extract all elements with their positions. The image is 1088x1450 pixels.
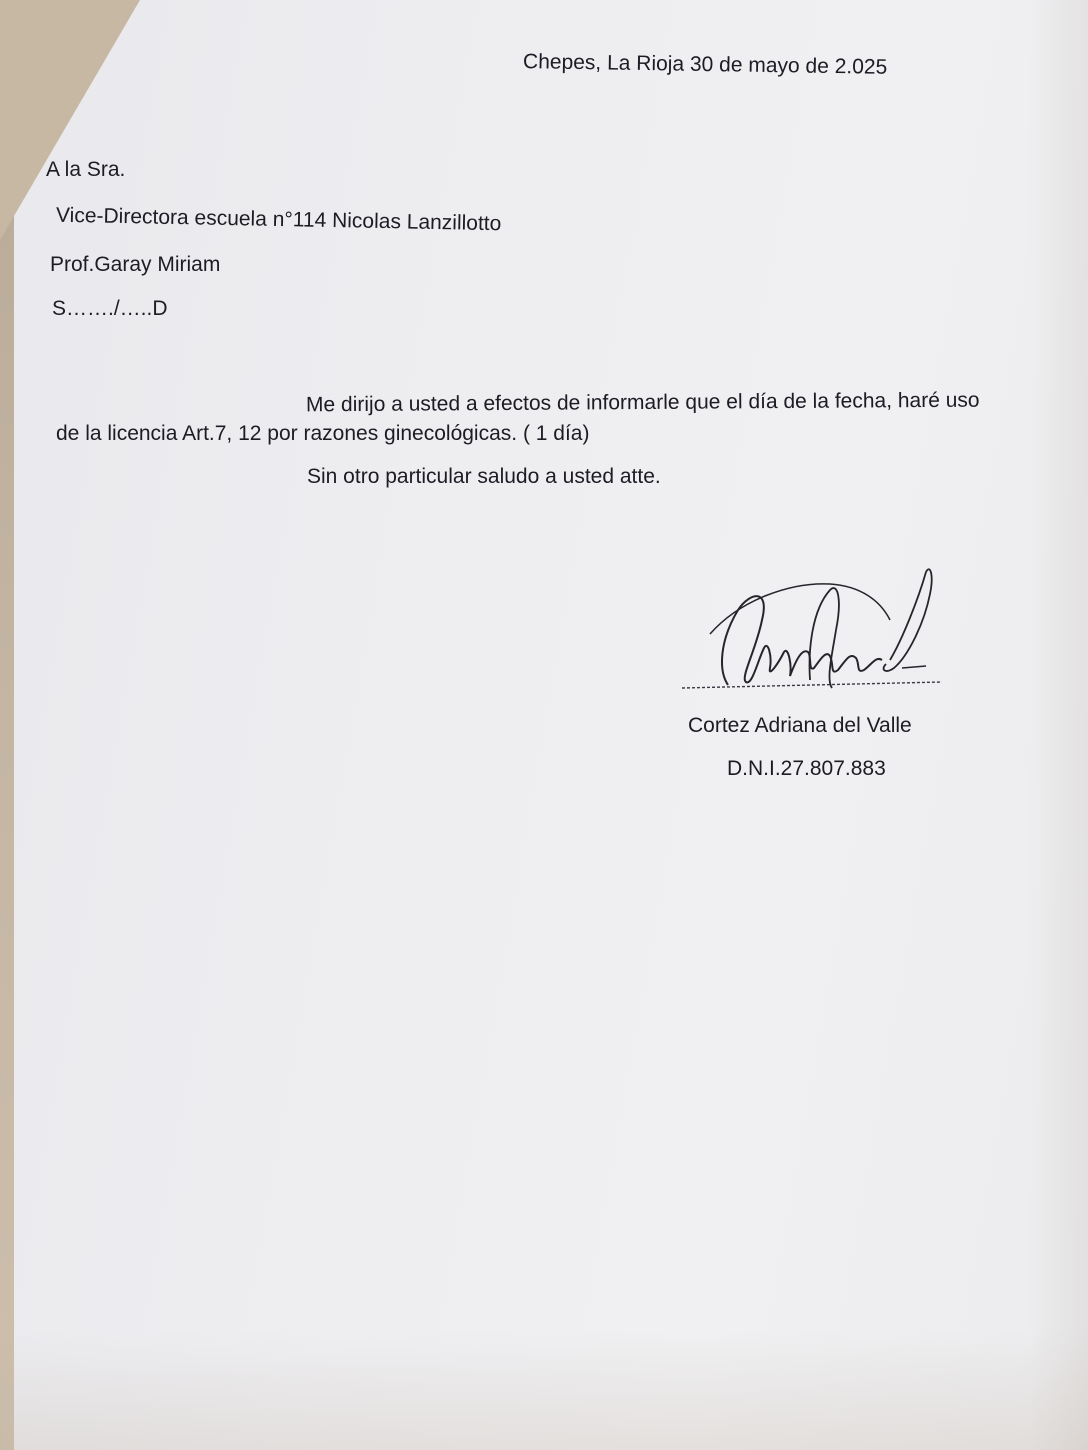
page-shadow	[1028, 0, 1088, 1450]
closing-line: Sin otro particular saludo a usted atte.	[307, 465, 661, 488]
salutation: A la Sra.	[46, 158, 126, 181]
page-bottom-shadow	[0, 1330, 1088, 1450]
signer-name: Cortez Adriana del Valle	[688, 714, 912, 737]
su-despacho: S……./…..D	[52, 297, 168, 320]
body-line-1: Me dirijo a usted a efectos de informarle que el día de la fecha, haré uso	[305, 388, 980, 417]
recipient-position: Vice-Directora escuela n°114 Nicolas Lanzillotto	[55, 203, 502, 236]
handwritten-signature	[680, 560, 950, 710]
recipient-name: Prof.Garay Miriam	[50, 253, 221, 276]
body-line-2: de la licencia Art.7, 12 por razones ginecológicas. ( 1 día)	[56, 422, 590, 445]
signer-id: D.N.I.27.807.883	[727, 757, 886, 780]
place-date: Chepes, La Rioja 30 de mayo de 2.025	[522, 50, 888, 79]
